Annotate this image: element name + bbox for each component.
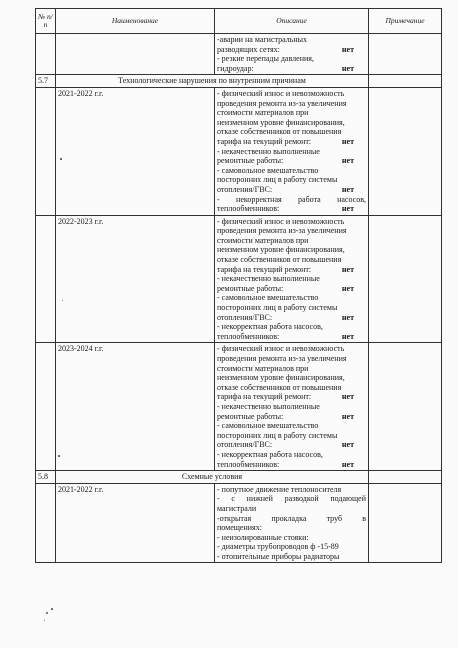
description-line: [217, 332, 366, 342]
description-line: - некорректная работа насосов,: [217, 449, 323, 459]
status-value: нет: [341, 204, 354, 214]
section-row: [36, 471, 442, 484]
status-value: нет: [341, 283, 354, 293]
description-line: [217, 64, 366, 74]
description-line: [217, 185, 366, 195]
description-line: - самовольное вмешательство: [217, 165, 319, 175]
table-row: [36, 87, 442, 215]
description-text: ремонтные работы:: [217, 283, 284, 293]
section-number: 5.8: [36, 471, 56, 484]
cell-description: [215, 34, 369, 75]
description-line: - попутное движение теплоносителя: [217, 484, 342, 494]
section-number: 5.7: [36, 75, 56, 88]
description-line: - некачественно выполненные: [217, 274, 320, 284]
description-line: - некорректная работа насосов,: [217, 194, 366, 204]
cell-note: [369, 343, 442, 471]
description-line: стоимости материалов при: [217, 235, 309, 245]
description-line: неизменном уровне финансирования,: [217, 117, 345, 127]
cell-num: [36, 483, 56, 563]
description-line: - некачественно выполненные: [217, 401, 320, 411]
cell-num: [36, 343, 56, 471]
description-line: - некорректная работа насосов,: [217, 322, 323, 332]
description-line: - физический износ и невозможность: [217, 88, 345, 98]
description-text: тарифа на текущий ремонт:: [217, 136, 312, 146]
section-row: [36, 75, 442, 88]
scan-speck: [46, 612, 48, 614]
description-line: проведения ремонта из-за увеличения: [217, 98, 347, 108]
section-title: Схемные условия: [56, 471, 369, 484]
description-text: теплообменников:: [217, 331, 280, 341]
description-line: - резкие перепады давления,: [217, 54, 314, 64]
scan-speck: [44, 620, 45, 621]
description-line: - с нижней разводкой подающей: [217, 494, 366, 504]
description-line: отказе собственников от повышения: [217, 255, 342, 265]
description-line: посторонних лиц в работу системы: [217, 303, 338, 313]
description-line: [217, 156, 366, 166]
description-line: проведения ремонта из-за увеличения: [217, 354, 347, 363]
description-line: [217, 204, 366, 214]
status-value: нет: [341, 331, 354, 341]
period-label: 2023-2024 г.г.: [56, 343, 215, 471]
header-name: Наименование: [56, 9, 215, 34]
table-row: [36, 343, 442, 471]
status-value: нет: [341, 459, 354, 469]
description-line: [217, 284, 366, 294]
description-line: стоимости материалов при: [217, 363, 309, 373]
description-line: магистрали: [217, 503, 257, 513]
header-num: № п/п: [36, 9, 56, 34]
description-line: - диаметры трубопроводов ф -15-89: [217, 542, 339, 552]
description-text: тарифа на текущий ремонт:: [217, 392, 312, 402]
cell-description: [215, 87, 369, 215]
table-row: [36, 483, 442, 563]
description-line: - некачественно выполненные: [217, 146, 320, 156]
description-line: неизменном уровне финансирования,: [217, 373, 345, 383]
description-line: - самовольное вмешательство: [217, 421, 319, 431]
section-title: Технологические нарушения по внутренним причинам: [56, 75, 369, 88]
status-value: нет: [341, 44, 354, 54]
description-text: отопления/ГВС:: [217, 440, 273, 450]
description-line: посторонних лиц в работу системы: [217, 430, 338, 440]
description-text: ремонтные работы:: [217, 411, 284, 421]
description-line: -аварии на магистральных: [217, 35, 308, 44]
description-line: [217, 460, 366, 470]
cell-num: [36, 215, 56, 343]
status-value: нет: [341, 411, 354, 421]
status-value: нет: [341, 264, 354, 274]
header-note: Примечание: [369, 9, 442, 34]
period-label: 2021-2022 г.г.: [56, 87, 215, 215]
description-text: отопления/ГВС:: [217, 312, 273, 322]
description-line: отказе собственников от повышения: [217, 127, 342, 137]
status-value: нет: [341, 63, 354, 73]
table-row: [36, 215, 442, 343]
description-line: неизменном уровне финансирования,: [217, 245, 345, 255]
description-text: отопления/ГВС:: [217, 184, 273, 194]
description-line: [217, 137, 366, 147]
description-line: посторонних лиц в работу системы: [217, 175, 338, 185]
cell-num: [36, 34, 56, 75]
description-line: проведения ремонта из-за увеличения: [217, 226, 347, 236]
description-text: гидроудар:: [217, 63, 254, 73]
status-value: нет: [341, 184, 354, 194]
description-line: [217, 392, 366, 402]
description-line: [217, 313, 366, 323]
description-text: тарифа на текущий ремонт:: [217, 264, 312, 274]
description-line: - неизолированные стояки:: [217, 532, 309, 542]
description-line: - самовольное вмешательство: [217, 293, 319, 303]
table-header-row: [36, 9, 442, 34]
cell-description: [215, 343, 369, 471]
description-text: разводящих сетях:: [217, 44, 280, 54]
cell-description: [215, 215, 369, 343]
description-line: [217, 440, 366, 450]
period-label: 2021-2022 г.г.: [56, 483, 215, 563]
description-line: - отопительные приборы радиаторы: [217, 551, 340, 561]
scan-speck: [58, 455, 60, 457]
description-text: теплообменников:: [217, 204, 280, 214]
description-text: ремонтные работы:: [217, 156, 284, 166]
description-line: - физический износ и невозможность: [217, 216, 345, 226]
cell-note: [369, 483, 442, 563]
scan-speck: [51, 608, 53, 610]
status-value: нет: [341, 136, 354, 146]
description-line: -открытая прокладка труб в: [217, 513, 366, 523]
status-value: нет: [341, 312, 354, 322]
cell-note: [369, 34, 442, 75]
cell-num: [36, 87, 56, 215]
description-line: помещениях:: [217, 523, 262, 533]
header-description: Описание: [215, 9, 369, 34]
description-line: отказе собственников от повышения: [217, 382, 342, 392]
cell-name: [56, 34, 215, 75]
status-value: нет: [341, 392, 354, 402]
description-line: стоимости материалов при: [217, 108, 309, 118]
cell-note: [369, 75, 442, 88]
requirements-table: [35, 8, 442, 563]
description-text: теплообменников:: [217, 459, 280, 469]
description-line: - физический износ и невозможность: [217, 344, 345, 354]
cell-description: [215, 483, 369, 563]
cell-note: [369, 87, 442, 215]
description-line: [217, 45, 366, 55]
scan-speck: [60, 158, 62, 160]
cell-note: [369, 215, 442, 343]
status-value: нет: [341, 156, 354, 166]
cell-note: [369, 471, 442, 484]
description-line: [217, 265, 366, 275]
status-value: нет: [341, 440, 354, 450]
description-line: [217, 412, 366, 422]
continuation-row: [36, 34, 442, 75]
period-label: 2022-2023 г.г.: [56, 215, 215, 343]
